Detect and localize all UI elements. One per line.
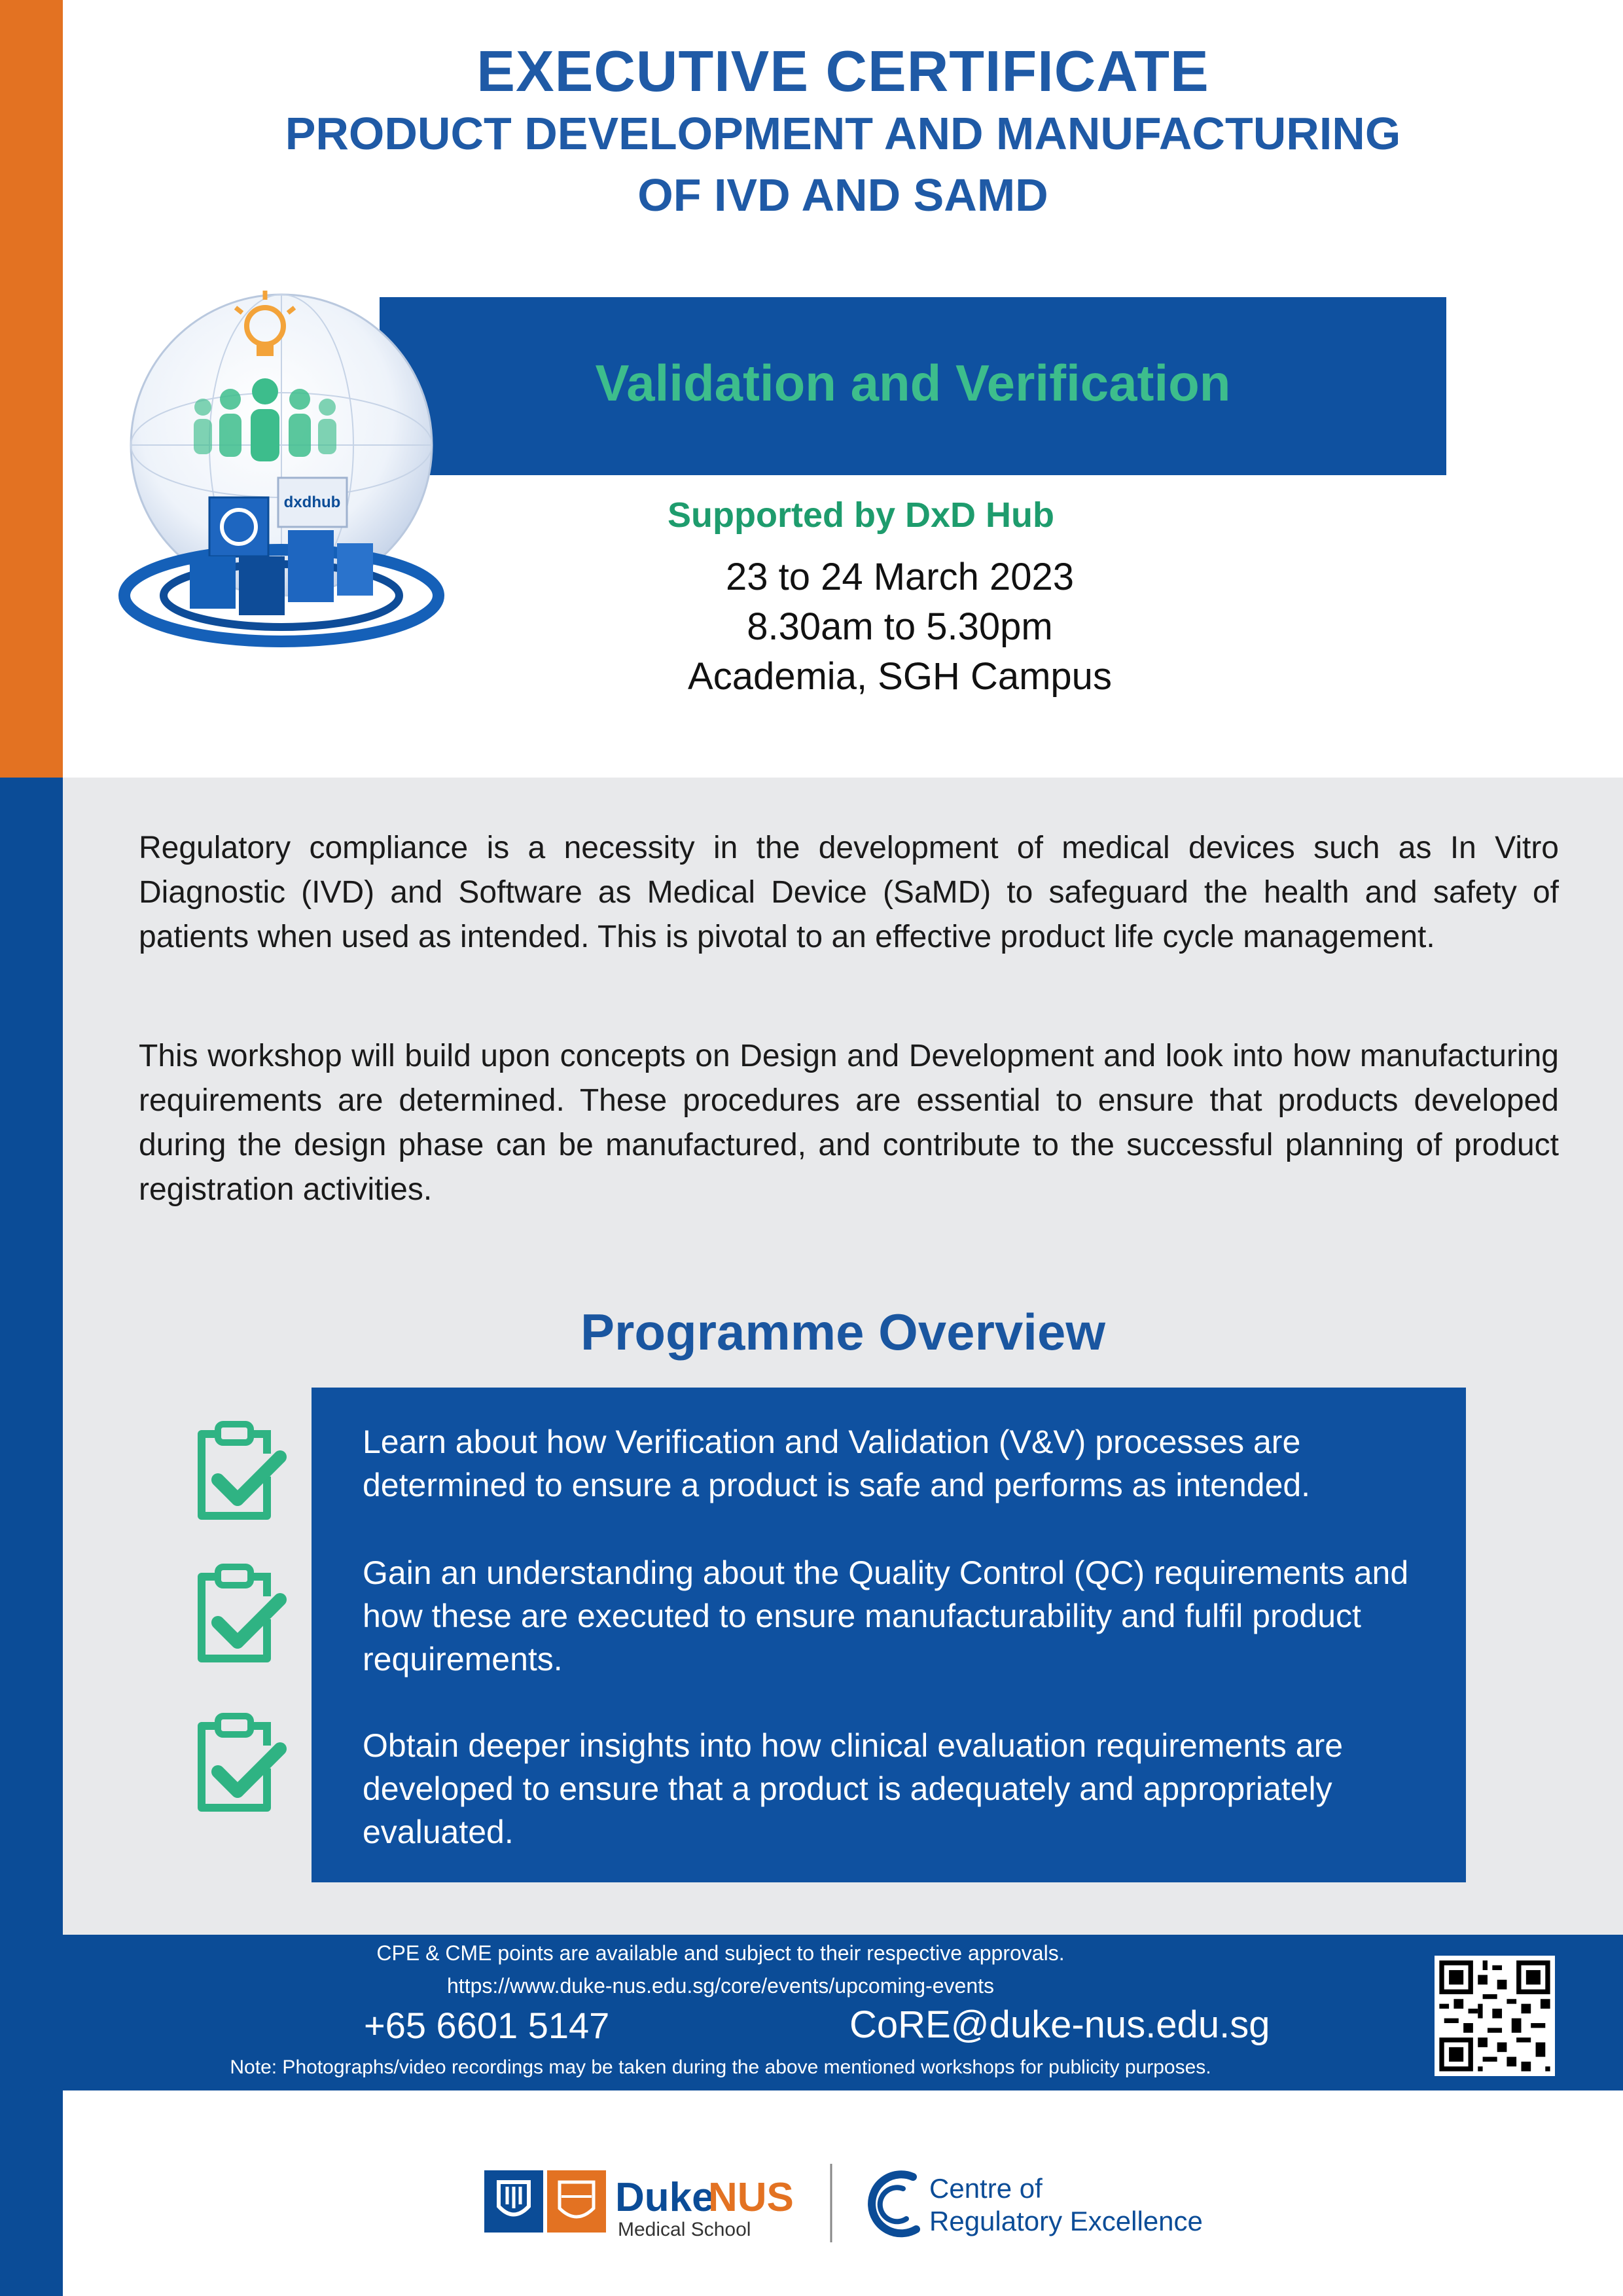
event-venue: Academia, SGH Campus bbox=[688, 655, 1112, 698]
event-time: 8.30am to 5.30pm bbox=[747, 605, 1053, 648]
duke-shield-logo bbox=[484, 2170, 543, 2233]
medical-school-label: Medical School bbox=[618, 2219, 751, 2240]
core-swirl-logo bbox=[872, 2174, 916, 2233]
contact-email[interactable]: CoRE@duke-nus.edu.sg bbox=[849, 2003, 1270, 2046]
nus-crest-logo bbox=[547, 2170, 606, 2233]
core-name-line-2: Regulatory Excellence bbox=[929, 2206, 1203, 2236]
left-blue-strip bbox=[0, 778, 63, 2296]
duke-wordmark: Duke bbox=[615, 2175, 715, 2220]
programme-heading: Programme Overview bbox=[580, 1303, 1106, 1361]
globe-illustration bbox=[118, 281, 458, 674]
clipboard-check-icon bbox=[188, 1560, 287, 1665]
cpe-cme-note: CPE & CME points are available and subject to their respective approvals. bbox=[376, 1941, 1065, 1965]
supported-by: Supported by DxD Hub bbox=[668, 495, 1054, 535]
title-line-1: EXECUTIVE CERTIFICATE bbox=[476, 39, 1209, 103]
events-url[interactable]: https://www.duke-nus.edu.sg/core/events/upcoming-events bbox=[447, 1974, 994, 1998]
clipboard-check-icon bbox=[188, 1418, 287, 1522]
title-line-2: PRODUCT DEVELOPMENT AND MANUFACTURING bbox=[285, 108, 1401, 159]
title-line-3: OF IVD AND SAMD bbox=[637, 170, 1048, 221]
photo-note: Note: Photographs/video recordings may be taken during the above mentioned workshops for publicity purposes. bbox=[230, 2056, 1211, 2078]
nus-wordmark: NUS bbox=[708, 2175, 794, 2220]
left-orange-strip bbox=[0, 0, 63, 778]
core-name-line-1: Centre of bbox=[929, 2173, 1043, 2204]
topic-title: Validation and Verification bbox=[595, 354, 1231, 412]
dxdhub-label: dxdhub bbox=[283, 493, 341, 511]
intro-paragraph-1: Regulatory compliance is a necessity in the development of medical devices such as In Vitro Diagnostic (IVD) and Software as Medical Device (SaMD) to safeguard the health and safety of patients when used as intended. This is pivotal to an effective product life cycle management. bbox=[139, 831, 1559, 954]
contact-phone[interactable]: +65 6601 5147 bbox=[364, 2005, 610, 2046]
qr-code[interactable] bbox=[1435, 1956, 1555, 2076]
programme-item-2: Gain an understanding about the Quality Control (QC) requirements and how these are executed to ensure manufacturability and fulfil product requirements. bbox=[363, 1554, 1409, 1677]
event-date: 23 to 24 March 2023 bbox=[725, 556, 1075, 598]
clipboard-check-icon bbox=[188, 1710, 287, 1814]
intro-paragraph-2: This workshop will build upon concepts on Design and Development and look into how manufacturing requirements are determined. These procedures are essential to ensure that products developed during the design phase can be manufactured, and contribute to the successful planning of product registration activities. bbox=[139, 1039, 1559, 1207]
logo-bar bbox=[484, 2157, 1217, 2249]
programme-item-1: Learn about how Verification and Validation (V&V) processes are determined to ensure a product is safe and performs as intended. bbox=[363, 1424, 1311, 1503]
programme-item-3: Obtain deeper insights into how clinical evaluation requirements are developed to ensure that a product is adequately and appropriately evaluated. bbox=[363, 1727, 1344, 1850]
